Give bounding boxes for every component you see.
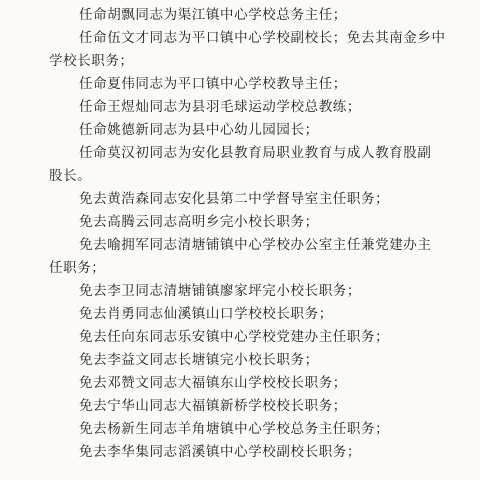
text-line: 免去黄浩森同志安化县第二中学督导室主任职务； <box>79 191 390 207</box>
text-line: 免去李益文同志长塘镇完小校长职务； <box>79 352 319 368</box>
text-line: 免去任向东同志乐安镇中心学校党建办主任职务； <box>79 329 390 345</box>
text-line: 任命姚德新同志为县中心幼儿园园长； <box>79 122 319 138</box>
text-line: 免去高腾云同志高明乡完小校长职务； <box>79 214 319 230</box>
text-line: 任命胡飘同志为渠江镇中心学校总务主任； <box>79 7 347 23</box>
document-body <box>49 0 455 460</box>
text-line: 免去喻拥军同志清塘铺镇中心学校办公室主任兼党建办主 <box>79 237 432 253</box>
text-line: 免去李卫同志清塘铺镇廖家坪完小校长职务； <box>79 283 361 299</box>
text-line: 任命王煜灿同志为县羽毛球运动学校总教练； <box>79 99 361 115</box>
text-line: 免去宁华山同志大福镇新桥学校校长职务； <box>79 398 347 414</box>
text-line: 任命莫汉初同志为安化县教育局职业教育与成人教育股副 <box>79 145 432 161</box>
text-line: 免去肖勇同志仙溪镇山口学校校长职务； <box>79 306 333 322</box>
text-line: 任职务； <box>49 260 106 276</box>
text-line: 免去李华集同志滔溪镇中心学校副校长职务； <box>79 444 361 460</box>
text-line: 学校长职务； <box>49 53 134 69</box>
text-line: 股长。 <box>49 168 92 184</box>
text-line: 免去邓赞文同志大福镇东山学校校长职务； <box>79 375 347 391</box>
text-line: 免去杨新生同志羊角塘镇中心学校总务主任职务； <box>79 421 390 437</box>
text-line: 任命伍文才同志为平口镇中心学校副校长；免去其南金乡中 <box>79 30 446 46</box>
text-line: 任命夏伟同志为平口镇中心学校教导主任； <box>79 76 347 92</box>
